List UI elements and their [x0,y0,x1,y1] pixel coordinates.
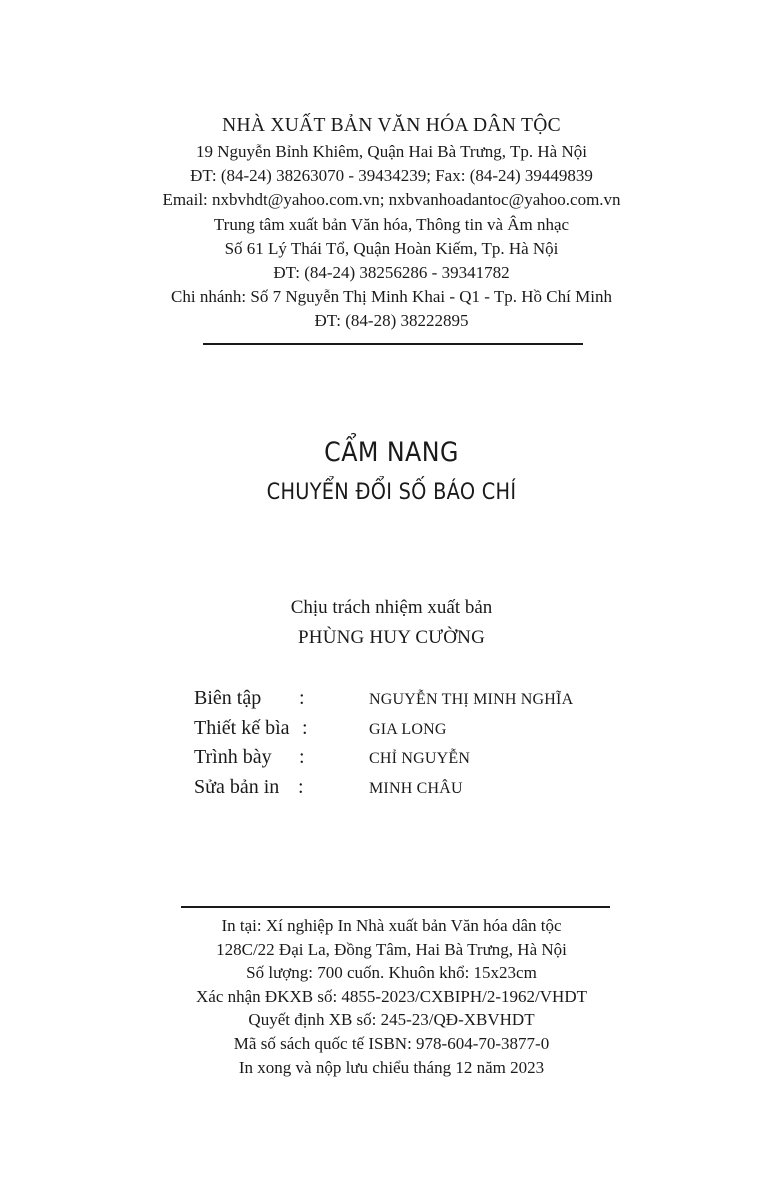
credit-role: Trình bày [194,746,272,768]
publisher-name: NHÀ XUẤT BẢN VĂN HÓA DÂN TỘC [222,115,561,136]
credit-role: Sửa bản in [194,775,280,798]
center-name: Trung tâm xuất bản Văn hóa, Thông tin và Âm nhạc [213,214,570,234]
publisher-phone: ĐT: (84-24) 38263070 - 39434239; Fax: (84-24) 39449839 [190,166,593,186]
printer: In tại: Xí nghiệp In Nhà xuất bản Văn hóa dân tộc [221,916,562,935]
credit-role: Thiết kế bìa [194,716,290,739]
publishing-decision: Quyết định XB số: 245-23/QĐ-XBVHDT [248,1010,535,1030]
center-phone: ĐT: (84-24) 38256286 - 39341782 [273,263,510,283]
publisher-email: Email: nxbvhdt@yahoo.com.vn; nxbvanhoadantoc@yahoo.com.vn [162,190,621,210]
printer-address: 128C/22 Đại La, Đồng Tâm, Hai Bà Trưng, Hà Nội [216,939,567,959]
credit-name: CHỈ NGUYỄN [369,750,471,767]
bottom-divider [181,906,610,908]
responsible-person: PHÙNG HUY CƯỜNG [298,627,485,648]
credit-colon: : [302,716,308,739]
book-subtitle: CHUYỂN ĐỔI SỐ BÁO CHÍ [266,480,517,505]
credit-colon: : [298,775,304,798]
center-address: Số 61 Lý Thái Tổ, Quận Hoàn Kiếm, Tp. Hà Nội [224,238,559,258]
top-divider [203,343,583,345]
isbn: Mã số sách quốc tế ISBN: 978-604-70-3877-0 [233,1033,550,1053]
publisher-address: 19 Nguyễn Bỉnh Khiêm, Quận Hai Bà Trưng, Tp. Hà Nội [196,142,587,161]
branch-phone: ĐT: (84-28) 38222895 [314,311,469,331]
legal-deposit: In xong và nộp lưu chiểu tháng 12 năm 2023 [238,1057,545,1077]
credit-colon: : [299,687,305,709]
colophon [0,914,783,1079]
credit-name: MINH CHÂU [369,779,463,797]
book-title: CẨM NANG [324,437,459,468]
registration-number: Xác nhận ĐKXB số: 4855-2023/CXBIPH/2-1962/VHDT [196,986,587,1006]
print-run: Số lượng: 700 cuốn. Khuôn khổ: 15x23cm [246,963,537,983]
credit-name: GIA LONG [369,720,447,738]
credit-role: Biên tập [194,687,262,709]
book-title-block [0,433,783,509]
responsibility-block [0,594,783,652]
branch-address: Chi nhánh: Số 7 Nguyễn Thị Minh Khai - Q1 - Tp. Hồ Chí Minh [171,287,612,307]
credit-colon: : [299,746,305,768]
publisher-info [0,112,783,334]
responsibility-label: Chịu trách nhiệm xuất bản [290,597,493,618]
credit-name: NGUYỄN THỊ MINH NGHĨA [369,691,574,708]
